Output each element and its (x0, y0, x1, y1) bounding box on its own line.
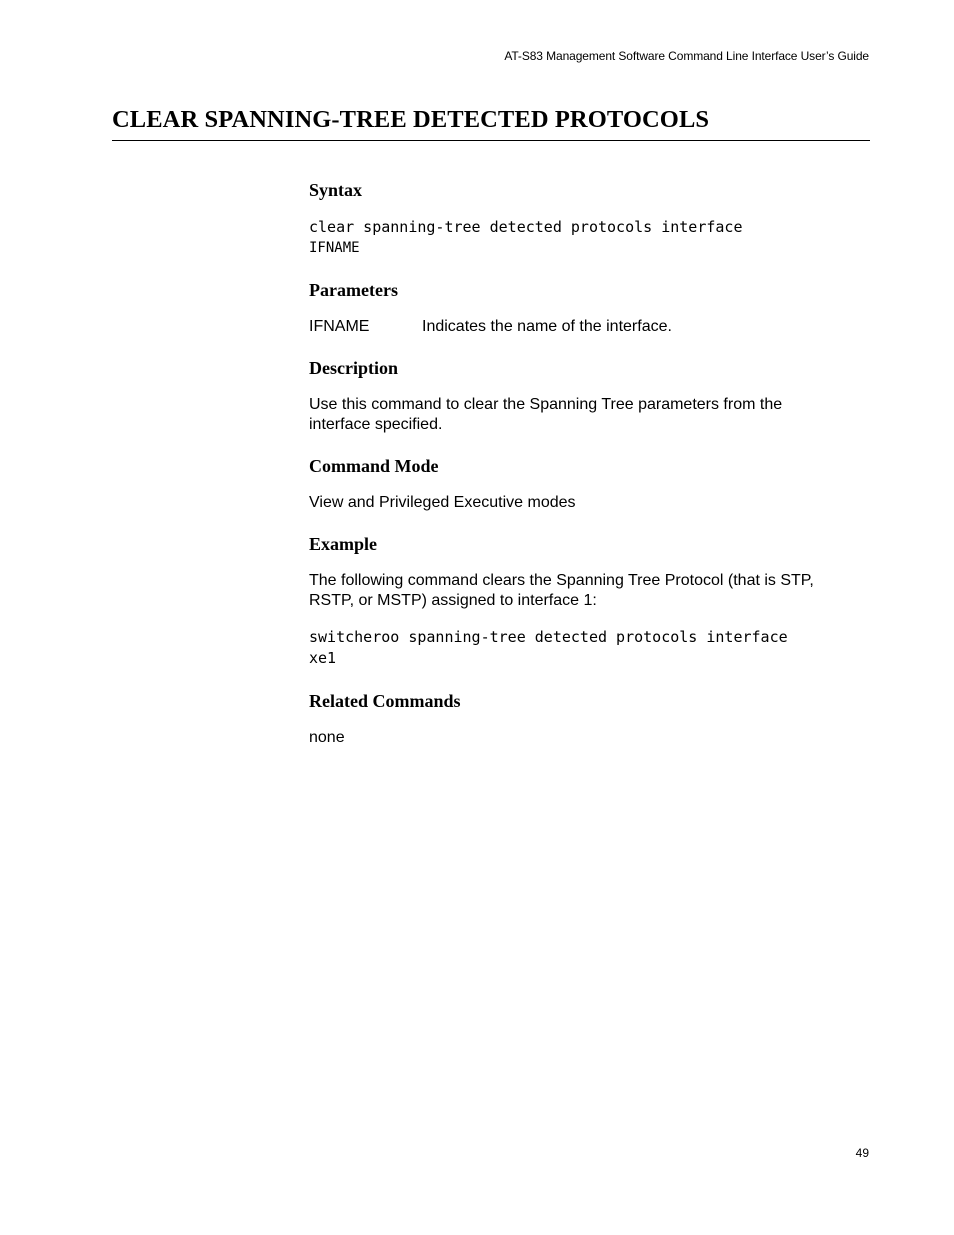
description-heading: Description (309, 358, 398, 378)
content-column (309, 179, 869, 748)
running-header: AT-S83 Management Software Command Line Interface User’s Guide (504, 49, 869, 63)
parameter-description: Indicates the name of the interface. (422, 318, 672, 335)
example-text-line-2: RSTP, or MSTP) assigned to interface 1: (309, 592, 597, 609)
page-number: 49 (855, 1146, 869, 1160)
syntax-code-line-2: IFNAME (309, 240, 360, 256)
syntax-heading: Syntax (309, 180, 363, 200)
parameter-name: IFNAME (309, 318, 370, 335)
example-code-line-2: xe1 (309, 649, 337, 667)
page-title: CLEAR SPANNING-TREE DETECTED PROTOCOLS (112, 106, 710, 133)
command-mode-heading: Command Mode (309, 456, 439, 476)
related-commands-heading: Related Commands (309, 691, 461, 711)
title-divider (112, 140, 870, 141)
syntax-code-line-1: clear spanning-tree detected protocols interface (309, 218, 743, 236)
description-line-1: Use this command to clear the Spanning Tree parameters from the (309, 396, 783, 413)
example-text-line-1: The following command clears the Spanning Tree Protocol (that is STP, (309, 572, 814, 589)
example-heading: Example (309, 534, 378, 554)
command-mode-text: View and Privileged Executive modes (309, 494, 576, 511)
parameter-row (309, 317, 869, 337)
example-code-line-1: switcheroo spanning-tree detected protocols interface (309, 628, 788, 646)
description-line-2: interface specified. (309, 416, 443, 433)
related-commands-text: none (309, 729, 345, 746)
parameters-heading: Parameters (309, 280, 398, 300)
